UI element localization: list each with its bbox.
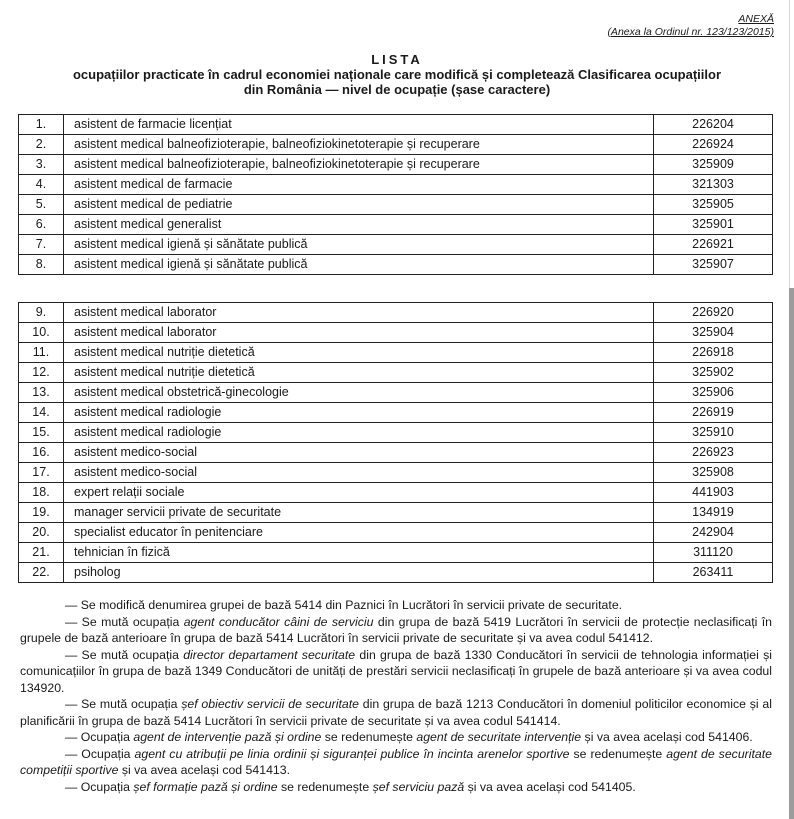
note-text: și va avea același cod 541405. [464, 779, 636, 794]
occupation-term: agent cu atribuții pe linia ordinii și siguranței publice în incinta arenelor sportive [134, 746, 570, 761]
occupation-name: asistent medical laborator [64, 303, 654, 323]
occupation-code: 325910 [654, 423, 773, 443]
occupations-table-1 [18, 114, 773, 275]
row-number: 8. [19, 255, 64, 275]
table-row [19, 215, 773, 235]
occupation-code: 325906 [654, 383, 773, 403]
table-row [19, 175, 773, 195]
occupation-term: șef obiectiv servicii de securitate [181, 697, 359, 711]
table-row [19, 403, 773, 423]
row-number: 1. [19, 115, 64, 135]
note-paragraph [20, 779, 772, 796]
occupation-name: asistent medical laborator [64, 323, 654, 343]
table-row [19, 543, 773, 563]
occupation-code: 441903 [654, 483, 773, 503]
occupation-name: asistent medical igienă și sănătate publică [64, 235, 654, 255]
occupation-term: agent conducător câini de serviciu [183, 614, 374, 629]
occupation-name: asistent medical nutriție dietetică [64, 343, 654, 363]
occupation-code: 325908 [654, 463, 773, 483]
row-number: 19. [19, 503, 64, 523]
occupation-name: asistent medical radiologie [64, 423, 654, 443]
note-text: — Se mută ocupația [65, 614, 184, 629]
note-text: se redenumește [321, 730, 417, 744]
row-number: 9. [19, 303, 64, 323]
row-number: 14. [19, 403, 64, 423]
occupation-code: 321303 [654, 175, 773, 195]
occupation-code: 325901 [654, 215, 773, 235]
occupation-term: agent de securitate intervenție [416, 730, 582, 744]
occupation-name: manager servicii private de securitate [64, 503, 654, 523]
document-title [0, 52, 794, 97]
occupation-name: tehnician în fizică [64, 543, 654, 563]
note-text: — Ocupația [65, 730, 134, 744]
note-text: — Se modifică denumirea grupei de bază 5414 din Paznici în Lucrători în servicii private de securitate. [65, 598, 623, 612]
occupation-code: 242904 [654, 523, 773, 543]
occupation-name: asistent medical generalist [64, 215, 654, 235]
row-number: 5. [19, 195, 64, 215]
occupation-name: specialist educator în penitenciare [64, 523, 654, 543]
table-row [19, 483, 773, 503]
occupation-name: asistent medical radiologie [64, 403, 654, 423]
occupation-code: 226924 [654, 135, 773, 155]
table-row [19, 383, 773, 403]
occupation-code: 325905 [654, 195, 773, 215]
occupation-code: 311120 [654, 543, 773, 563]
table-row [19, 135, 773, 155]
title-line-1: ocupațiilor practicate în cadrul economiei naționale care modifică și completează Clasificarea ocupațiilor [72, 67, 722, 82]
note-paragraph [20, 614, 772, 647]
occupation-name: asistent medico-social [64, 463, 654, 483]
annex-reference: (Anexa la Ordinul nr. 123/123/2015) [607, 26, 774, 38]
row-number: 22. [19, 563, 64, 583]
table-row [19, 563, 773, 583]
note-paragraph [20, 647, 772, 697]
scrollbar-edge [789, 288, 794, 819]
occupation-code: 226920 [654, 303, 773, 323]
row-number: 3. [19, 155, 64, 175]
note-text: — Se mută ocupația [65, 647, 184, 662]
row-number: 18. [19, 483, 64, 503]
table-row [19, 255, 773, 275]
note-paragraph [20, 696, 772, 729]
occupation-name: asistent de farmacie licențiat [64, 115, 654, 135]
note-text: se redenumește [569, 746, 667, 761]
note-text: — Se mută ocupația [65, 697, 182, 711]
note-text: și va avea același cod 541406. [581, 730, 753, 744]
row-number: 21. [19, 543, 64, 563]
occupation-name: asistent medical igienă și sănătate publică [64, 255, 654, 275]
occupation-code: 325909 [654, 155, 773, 175]
occupation-name: asistent medical de farmacie [64, 175, 654, 195]
occupation-name: asistent medical de pediatrie [64, 195, 654, 215]
occupation-code: 226918 [654, 343, 773, 363]
occupation-code: 325904 [654, 323, 773, 343]
row-number: 2. [19, 135, 64, 155]
occupation-code: 325902 [654, 363, 773, 383]
row-number: 4. [19, 175, 64, 195]
occupation-name: asistent medical balneofizioterapie, balneofiziokinetoterapie și recuperare [64, 155, 654, 175]
occupation-name: asistent medical obstetrică-ginecologie [64, 383, 654, 403]
table-row [19, 523, 773, 543]
row-number: 6. [19, 215, 64, 235]
table-row [19, 503, 773, 523]
row-number: 12. [19, 363, 64, 383]
occupation-term: director departament securitate [183, 647, 356, 662]
row-number: 16. [19, 443, 64, 463]
occupation-code: 325907 [654, 255, 773, 275]
table-row [19, 323, 773, 343]
occupations-table-2 [18, 302, 773, 583]
occupation-name: asistent medico-social [64, 443, 654, 463]
note-text: din grupa de bază 1330 Conducători în servicii de tehnologia informației și comunicațiilor în grupa de bază 1349 Conducători de unități de prestări servicii neclasificați în grupele de bază anterioare și va avea codul 134920. [20, 647, 772, 695]
row-number: 13. [19, 383, 64, 403]
note-text: din grupa de bază 5419 Lucrători în servicii de protecție neclasificați în grupele de bază anterioare în grupa de bază 5414 Lucrători în servicii private de securitate și va avea codul 541412. [20, 614, 772, 645]
row-number: 7. [19, 235, 64, 255]
occupation-term: agent de intervenție pază și ordine [133, 730, 322, 744]
note-text: și va avea același cod 541413. [118, 763, 291, 777]
occupation-term: agent de securitate competiții sportive [20, 746, 772, 777]
note-text: din grupa de bază 1213 Conducători în domeniul politicilor economice și al planificării în grupa de bază 5414 Lucrători în servicii private de securitate și va avea codul 541414. [20, 697, 772, 728]
annex-header [607, 13, 774, 39]
occupation-name: asistent medical balneofizioterapie, balneofiziokinetoterapie și recuperare [64, 135, 654, 155]
note-text: — Ocupația [65, 779, 134, 794]
table-row [19, 443, 773, 463]
note-paragraph [20, 729, 772, 746]
note-paragraph [20, 597, 772, 614]
table-row [19, 343, 773, 363]
table-row [19, 423, 773, 443]
occupation-code: 134919 [654, 503, 773, 523]
row-number: 20. [19, 523, 64, 543]
table-row [19, 155, 773, 175]
occupation-name: expert relații sociale [64, 483, 654, 503]
occupation-code: 226921 [654, 235, 773, 255]
occupation-code: 226923 [654, 443, 773, 463]
occupation-code: 263411 [654, 563, 773, 583]
occupation-code: 226204 [654, 115, 773, 135]
table-row [19, 115, 773, 135]
row-number: 15. [19, 423, 64, 443]
row-number: 10. [19, 323, 64, 343]
annex-label: ANEXĂ [738, 13, 774, 25]
row-number: 11. [19, 343, 64, 363]
occupation-term: șef serviciu pază [372, 779, 465, 794]
row-number: 17. [19, 463, 64, 483]
occupation-code: 226919 [654, 403, 773, 423]
table-row [19, 195, 773, 215]
note-text: — Ocupația [65, 746, 135, 761]
occupation-name: psiholog [64, 563, 654, 583]
table-row [19, 303, 773, 323]
note-text: se redenumește [277, 779, 373, 794]
page-edge [789, 0, 790, 288]
occupation-term: șef formație pază și ordine [133, 779, 278, 794]
table-row [19, 235, 773, 255]
note-paragraph [20, 746, 772, 779]
table-row [19, 363, 773, 383]
amendment-notes [20, 597, 772, 795]
occupation-name: asistent medical nutriție dietetică [64, 363, 654, 383]
title-heading: LISTA [371, 52, 423, 67]
title-line-2: din România — nivel de ocupație (șase caractere) [243, 82, 551, 97]
table-row [19, 463, 773, 483]
